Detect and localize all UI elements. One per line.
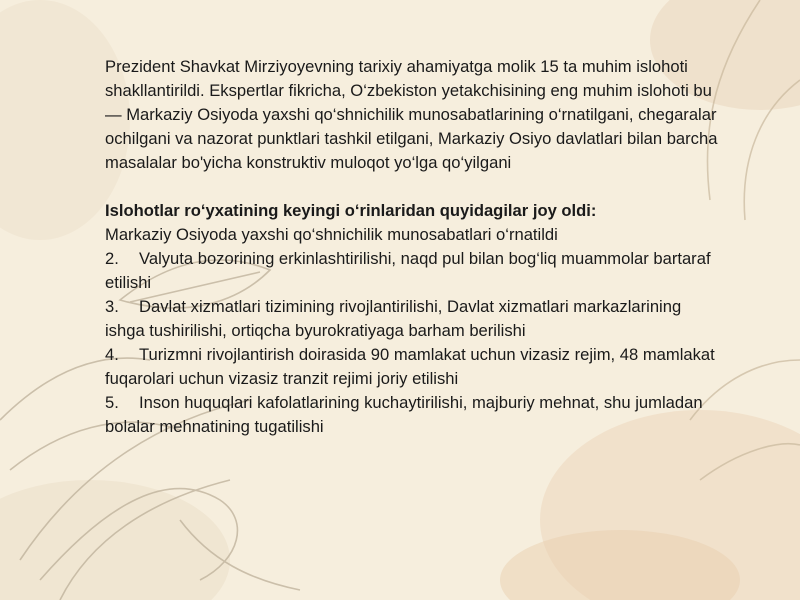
- slide-content: [105, 55, 725, 439]
- item-text: Inson huquqlari kafolatlarining kuchaytirilishi, majburiy mehnat, shu jumladan bolalar mehnatining tugatilishi: [105, 393, 703, 436]
- item-number: 5.: [105, 393, 119, 412]
- item-text: Valyuta bozorining erkinlashtirilishi, naqd pul bilan bog‘liq muammolar bartaraf etilishi: [105, 249, 711, 292]
- spacer: [105, 175, 725, 199]
- item-number: 3.: [105, 297, 119, 316]
- list-item-1: Markaziy Osiyoda yaxshi qo‘shnichilik munosabatlari o‘rnatildi: [105, 225, 558, 244]
- item-number: 4.: [105, 345, 119, 364]
- item-text: Turizmni rivojlantirish doirasida 90 mamlakat uchun vizasiz rejim, 48 mamlakat fuqarolari uchun vizasiz tranzit rejimi joriy etilishi: [105, 345, 715, 388]
- list-item-2: [105, 247, 725, 295]
- list-item-3: [105, 295, 725, 343]
- list-item-4: [105, 343, 725, 391]
- reform-list-heading: Islohotlar ro‘yxatining keyingi o‘rinlaridan quyidagilar joy oldi:: [105, 201, 597, 220]
- list-item-5: [105, 391, 725, 439]
- item-text: Davlat xizmatlari tizimining rivojlantirilishi, Davlat xizmatlari markazlarining ishga tushirilishi, ortiqcha byurokratiyaga barham berilishi: [105, 297, 682, 340]
- item-number: 2.: [105, 249, 119, 268]
- intro-paragraph: Prezident Shavkat Mirziyoyevning tarixiy ahamiyatga molik 15 ta muhim islohoti shakllantirildi. Ekspertlar fikricha, O‘zbekiston yetakchisining eng muhim islohoti bu — Markaziy Osiyoda yaxshi qo‘shnichilik munosabatlarining o‘rnatilgani, chegaralar ochilgani va nazorat punktlari tashkil etilgani, Markaziy Osiyo davlatlari bilan barcha masalalar bo'yicha konstruktiv muloqot yo‘lga qo‘yilgani: [105, 57, 718, 172]
